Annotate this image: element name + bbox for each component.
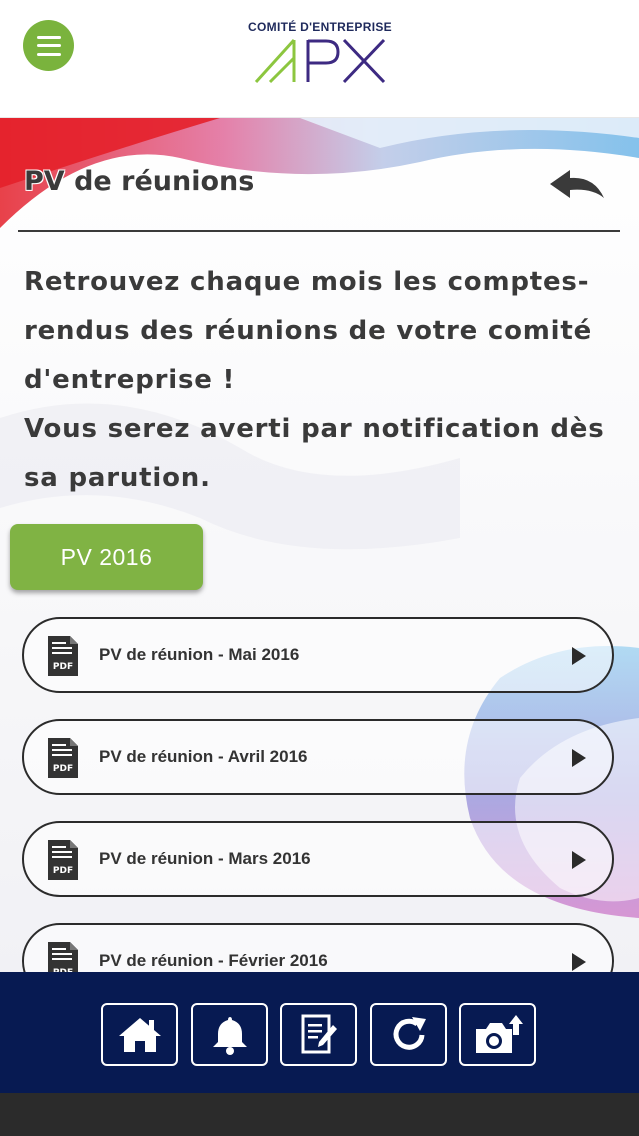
chevron-right-icon — [572, 851, 586, 869]
document-list — [22, 617, 614, 972]
camera-upload-icon — [472, 1013, 524, 1057]
logo-caption: COMITÉ D'ENTREPRISE — [248, 20, 392, 34]
list-item[interactable] — [22, 617, 614, 693]
svg-text:PDF: PDF — [52, 764, 74, 774]
pdf-icon — [48, 942, 78, 972]
tab-refresh[interactable] — [370, 1003, 447, 1066]
logo-mark — [254, 36, 386, 84]
system-navigation-bar — [0, 1093, 639, 1136]
page-content — [0, 118, 639, 972]
refresh-icon — [388, 1014, 430, 1056]
list-item[interactable] — [22, 719, 614, 795]
pdf-icon — [48, 636, 78, 676]
list-item[interactable] — [22, 821, 614, 897]
svg-text:PDF: PDF — [52, 866, 74, 876]
chevron-right-icon — [572, 647, 586, 665]
intro-paragraph-1: Retrouvez chaque mois les comptes-rendus des réunions de votre comité d'entreprise ! — [24, 267, 593, 395]
home-icon — [117, 1015, 163, 1055]
back-arrow-icon[interactable] — [548, 166, 606, 206]
document-edit-icon — [299, 1013, 339, 1057]
list-item[interactable] — [22, 923, 614, 972]
pv-2016-button[interactable]: PV 2016 — [10, 524, 203, 590]
tab-notifications[interactable] — [191, 1003, 268, 1066]
pdf-icon — [48, 738, 78, 778]
chevron-right-icon — [572, 749, 586, 767]
tab-photo-upload[interactable] — [459, 1003, 536, 1066]
list-item-label: PV de réunion - Février 2016 — [99, 951, 328, 970]
hamburger-icon — [37, 36, 61, 56]
list-item-label: PV de réunion - Avril 2016 — [99, 747, 308, 766]
pdf-icon — [48, 840, 78, 880]
intro-paragraph-2: Vous serez averti par notification dès sa parution. — [24, 414, 605, 493]
svg-text:PDF: PDF — [52, 662, 74, 672]
apx-logo — [240, 20, 400, 92]
intro-text — [24, 258, 614, 503]
app-header — [0, 0, 639, 118]
bottom-tab-bar — [0, 972, 639, 1093]
bell-icon — [210, 1014, 250, 1056]
title-divider — [18, 230, 620, 232]
list-item-label: PV de réunion - Mai 2016 — [99, 645, 300, 664]
chevron-right-icon — [572, 953, 586, 971]
tab-home[interactable] — [101, 1003, 178, 1066]
page-title: PV de réunions — [24, 166, 255, 197]
title-bar — [0, 118, 639, 231]
list-item-label: PV de réunion - Mars 2016 — [99, 849, 311, 868]
tab-documents[interactable] — [280, 1003, 357, 1066]
menu-button[interactable] — [23, 20, 74, 71]
